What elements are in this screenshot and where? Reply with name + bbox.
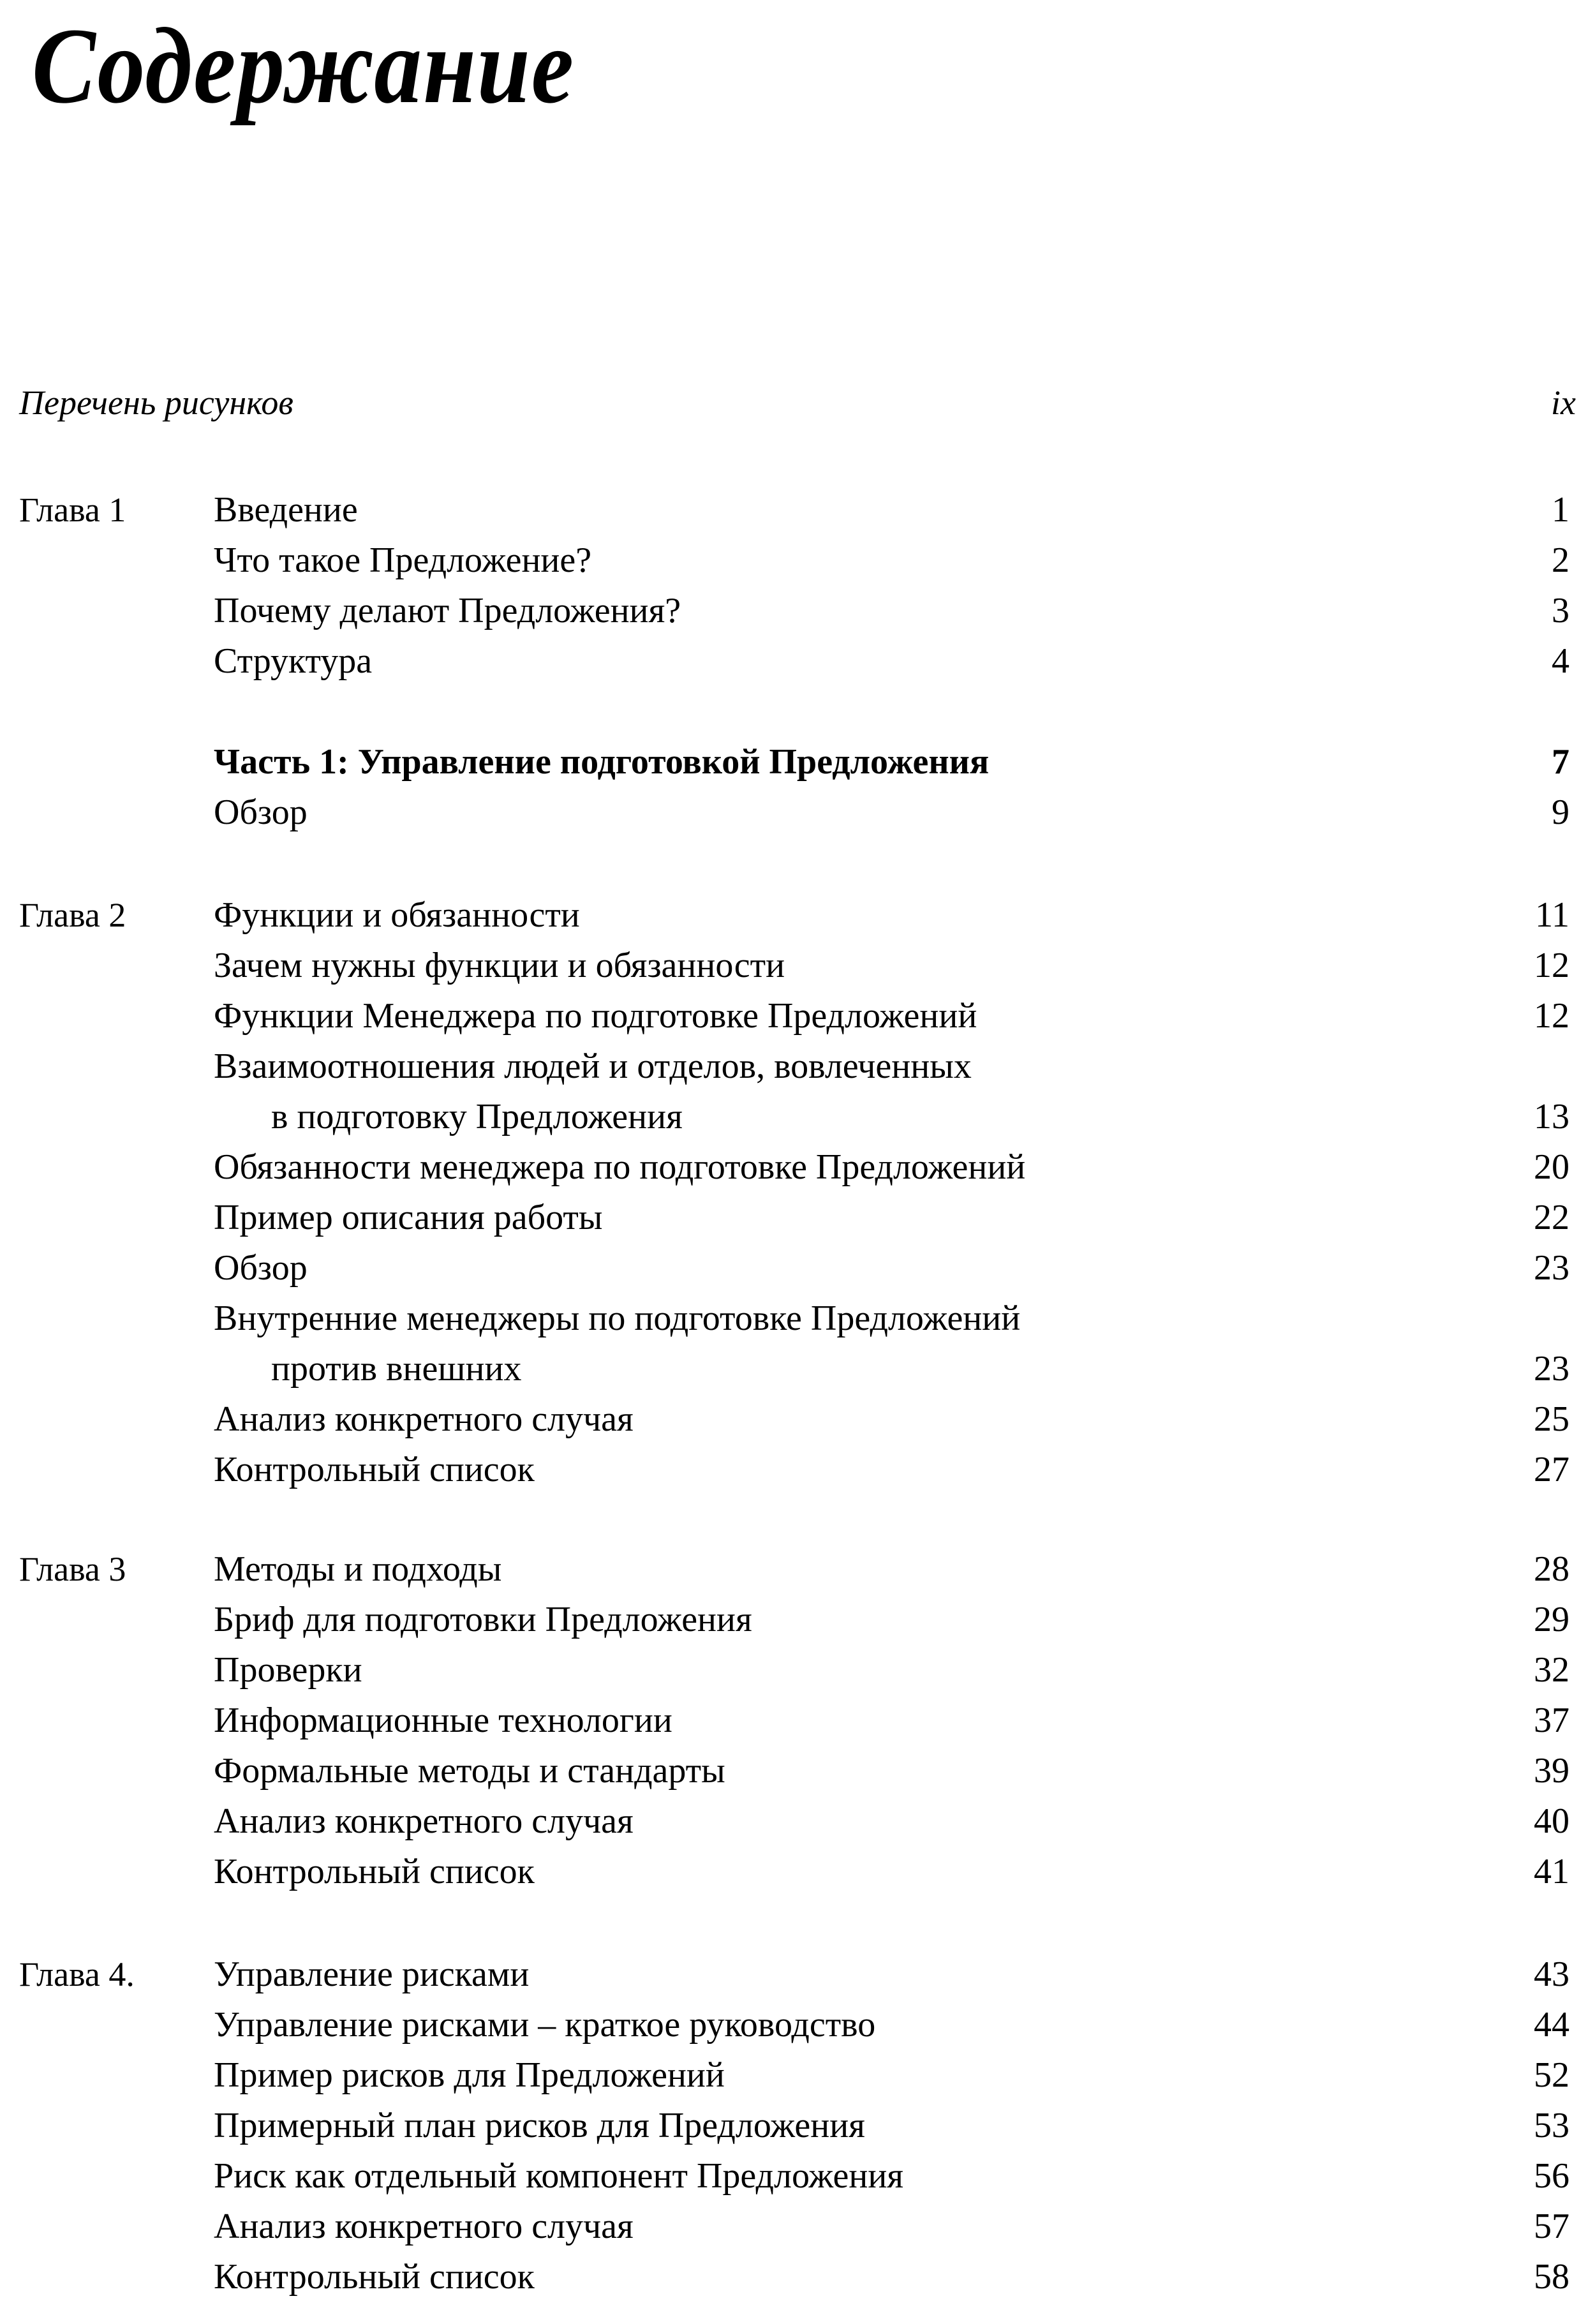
entry-title: Контрольный список	[214, 2257, 535, 2297]
entry-title: Зачем нужны функции и обязанности	[214, 946, 785, 985]
toc-entry-part[interactable]	[0, 737, 1595, 787]
entry-page: 29	[1534, 1600, 1569, 1639]
entry-title: Внутренние менеджеры по подготовке Предложений	[214, 1299, 1021, 1338]
entry-title: Обзор	[214, 793, 308, 832]
toc-entry[interactable]	[0, 1746, 1595, 1796]
page-title: Содержание	[32, 6, 575, 126]
figures-list-page: ix	[1551, 384, 1576, 422]
entry-title: Функции Менеджера по подготовке Предложений	[214, 996, 977, 1036]
entry-title: Структура	[214, 641, 373, 681]
entry-page: 53	[1534, 2106, 1569, 2145]
entry-title: Примерный план рисков для Предложения	[214, 2106, 865, 2145]
toc-entry[interactable]	[0, 2000, 1595, 2050]
entry-page: 4	[1552, 641, 1569, 681]
entry-title: Бриф для подготовки Предложения	[214, 1600, 752, 1639]
entry-title: Пример рисков для Предложений	[214, 2055, 725, 2095]
toc-entry[interactable]	[0, 1949, 1595, 2000]
toc-entry[interactable]	[0, 1645, 1595, 1695]
toc-entry[interactable]	[0, 1445, 1595, 1495]
toc-entry[interactable]	[0, 1142, 1595, 1193]
entry-page: 23	[1534, 1349, 1569, 1389]
entry-page: 13	[1534, 1097, 1569, 1136]
toc-entry[interactable]	[0, 1193, 1595, 1243]
figures-list-label: Перечень рисунков	[19, 384, 293, 422]
entry-title: Формальные методы и стандарты	[214, 1751, 725, 1791]
toc-entry[interactable]	[0, 1041, 1595, 1092]
toc-entry[interactable]	[0, 1544, 1595, 1595]
entry-title: Методы и подходы	[214, 1549, 502, 1589]
entry-title: Взаимоотношения людей и отделов, вовлеченных	[214, 1047, 972, 1086]
entry-page: 40	[1534, 1801, 1569, 1841]
entry-title: Риск как отдельный компонент Предложения	[214, 2156, 904, 2196]
entry-page: 58	[1534, 2257, 1569, 2297]
entry-page: 12	[1534, 996, 1569, 1036]
entry-title: Управление рисками – краткое руководство	[214, 2005, 876, 2045]
entry-title: Управление рисками	[214, 1955, 530, 1994]
toc-entry[interactable]	[0, 1796, 1595, 1847]
entry-title: Обязанности менеджера по подготовке Предложений	[214, 1147, 1026, 1187]
entry-title: Функции и обязанности	[214, 895, 580, 935]
toc-entry[interactable]	[0, 2050, 1595, 2101]
toc-entry[interactable]	[0, 1595, 1595, 1645]
entry-title: Введение	[214, 490, 358, 530]
toc-entry[interactable]	[0, 787, 1595, 838]
toc-entry[interactable]	[0, 2151, 1595, 2201]
entry-page: 41	[1534, 1852, 1569, 1891]
toc-entry[interactable]	[0, 1293, 1595, 1344]
toc-entry[interactable]	[0, 991, 1595, 1041]
toc-entry[interactable]	[0, 890, 1595, 941]
entry-page: 43	[1534, 1955, 1569, 1994]
entry-title: против внешних	[271, 1349, 522, 1389]
entry-title: Проверки	[214, 1650, 362, 1690]
entry-title: Анализ конкретного случая	[214, 2207, 634, 2246]
toc-entry[interactable]	[0, 1394, 1595, 1445]
entry-page: 9	[1552, 793, 1569, 832]
entry-page: 28	[1534, 1549, 1569, 1589]
entry-title: Контрольный список	[214, 1852, 535, 1891]
entry-page: 52	[1534, 2055, 1569, 2095]
entry-title: Что такое Предложение?	[214, 540, 592, 580]
toc-entry[interactable]	[0, 1695, 1595, 1746]
entry-title: Информационные технологии	[214, 1701, 672, 1740]
entry-page: 11	[1535, 895, 1569, 935]
toc-entry[interactable]	[0, 636, 1595, 687]
entry-page: 39	[1534, 1751, 1569, 1791]
entry-page: 23	[1534, 1248, 1569, 1288]
entry-page: 37	[1534, 1701, 1569, 1740]
entry-page: 3	[1552, 591, 1569, 630]
toc-entry[interactable]	[0, 485, 1595, 535]
part-title: Часть 1: Управление подготовкой Предложения	[214, 742, 990, 782]
entry-page: 22	[1534, 1198, 1569, 1237]
entry-page: 2	[1552, 540, 1569, 580]
toc-entry[interactable]	[0, 941, 1595, 991]
entry-page: 7	[1552, 742, 1569, 782]
entry-page: 56	[1534, 2156, 1569, 2196]
entry-page: 25	[1534, 1399, 1569, 1439]
figures-list-entry[interactable]	[19, 383, 1576, 434]
toc-entry[interactable]	[0, 2201, 1595, 2252]
entry-page: 1	[1552, 490, 1569, 530]
entry-title: Почему делают Предложения?	[214, 591, 681, 630]
entry-title: Пример описания работы	[214, 1198, 603, 1237]
entry-title: Анализ конкретного случая	[214, 1399, 634, 1439]
entry-page: 32	[1534, 1650, 1569, 1690]
entry-title: Контрольный список	[214, 1450, 535, 1489]
chapter-label: Глава 3	[19, 1550, 126, 1588]
chapter-label: Глава 4.	[19, 1955, 135, 1993]
toc-entry-continuation[interactable]	[0, 1092, 1595, 1142]
toc-entry[interactable]	[0, 1243, 1595, 1293]
entry-title: в подготовку Предложения	[271, 1097, 683, 1136]
chapter-label: Глава 1	[19, 491, 126, 529]
toc-entry[interactable]	[0, 1847, 1595, 1897]
entry-page: 27	[1534, 1450, 1569, 1489]
toc-entry[interactable]	[0, 2252, 1595, 2302]
entry-page: 20	[1534, 1147, 1569, 1187]
toc-entry-continuation[interactable]	[0, 1344, 1595, 1394]
toc-entry[interactable]	[0, 535, 1595, 586]
chapter-label: Глава 2	[19, 896, 126, 934]
entry-title: Обзор	[214, 1248, 308, 1288]
entry-title: Анализ конкретного случая	[214, 1801, 634, 1841]
entry-page: 44	[1534, 2005, 1569, 2045]
entry-page: 57	[1534, 2207, 1569, 2246]
entry-page: 12	[1534, 946, 1569, 985]
toc-entry[interactable]	[0, 586, 1595, 636]
toc-entry[interactable]	[0, 2101, 1595, 2151]
